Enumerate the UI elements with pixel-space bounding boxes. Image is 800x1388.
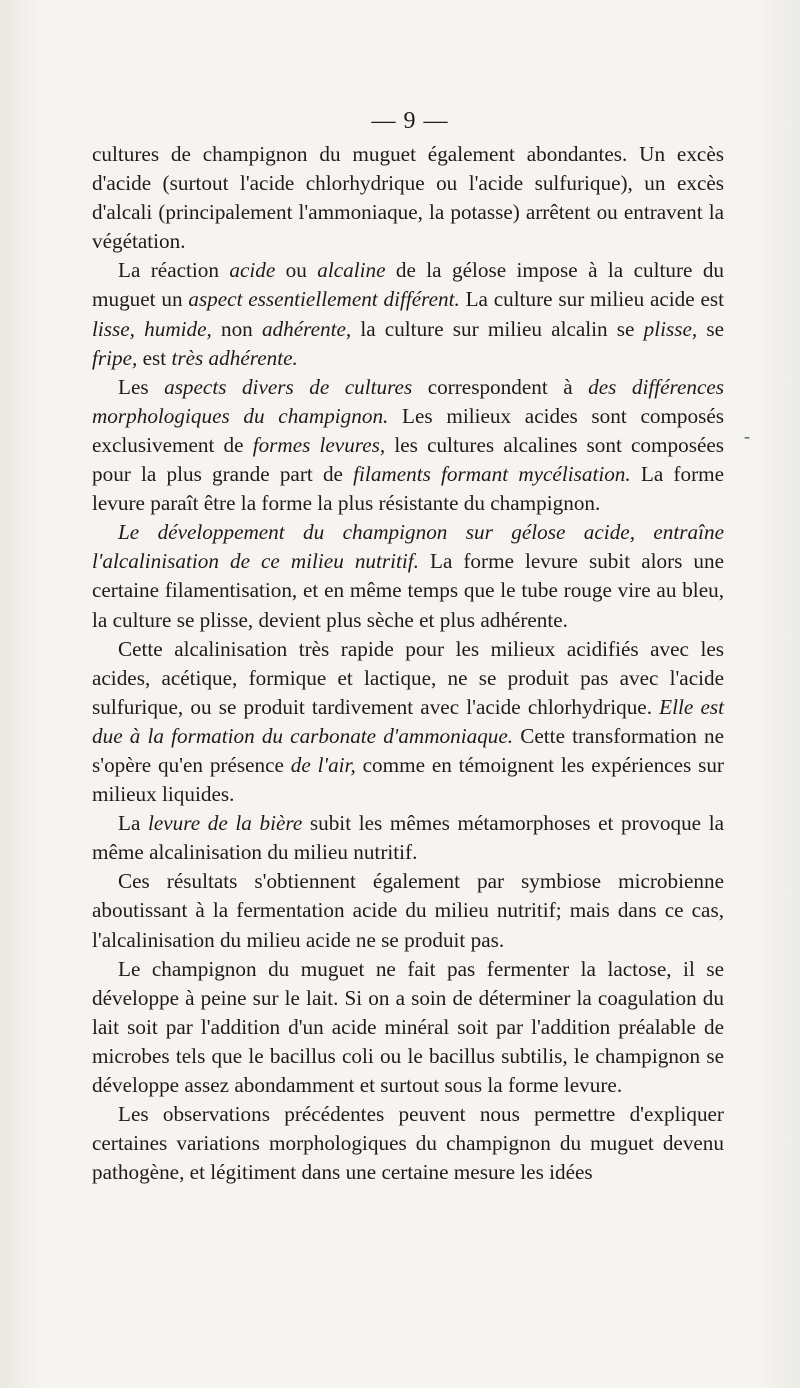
text-run: La réaction <box>118 258 230 283</box>
italic-run: levure de la bière <box>147 811 303 836</box>
text-run: La <box>118 811 148 836</box>
text-run: Le champignon du muguet ne fait pas fermenter la lactose, il se développe à peine sur le lait. Si on a soin de déterminer la coagulation du lait soit par l'addition d'un acide minéral soit par l'addition préalable de microbes tels que le bacillus coli ou le bacillus subtilis, le champignon se développe assez abondamment et surtout sous la forme levure. <box>92 956 724 1097</box>
text-run: de la gélose impose à la culture du muguet un <box>92 258 725 312</box>
body-text <box>92 140 724 1187</box>
paragraph <box>92 867 724 954</box>
text-run: la culture sur milieu alcalin se <box>351 316 644 341</box>
text-run: correspondent à <box>412 374 589 399</box>
italic-run: acide <box>229 258 276 283</box>
text-run: les cultures alcalines sont composées pour la plus grande part de <box>92 432 724 487</box>
paragraph <box>92 1100 724 1187</box>
text-run: La culture sur milieu acide est <box>459 287 725 312</box>
italic-run: Le développement du champignon sur gélose acide, entraîne l'alcalinisation de ce milieu nutritif. <box>92 520 724 574</box>
margin-mark: - <box>744 426 750 446</box>
text-run: La forme levure subit alors une certaine filamentisation, et en même temps que le tube rouge vire au bleu, la culture se plisse, devient plus sèche et plus adhérente. <box>92 549 724 632</box>
italic-run: adhérente, <box>261 316 352 341</box>
paragraph <box>92 635 724 810</box>
text-run: se <box>697 316 725 341</box>
text-run: cultures de champignon du muguet également abondantes. Un excès d'acide (surtout l'acide chlorhydrique ou l'acide sulfurique), un excès d'alcali (principalement l'ammoniaque, la potasse) arrêtent ou entravent la végétation. <box>92 142 724 254</box>
text-run: non <box>211 316 262 341</box>
paragraph <box>92 518 724 634</box>
italic-run: Elle est due à la formation du carbonate d'ammoniaque. <box>92 694 724 748</box>
text-run: Cette alcalinisation très rapide pour les milieux acidifiés avec les acides, acétique, formique et lactique, ne se produit pas avec l'acide sulfurique, ou se produit tardivement avec l'acide chlorhydrique. <box>92 636 724 719</box>
italic-run: très adhérente. <box>171 345 298 370</box>
italic-run: aspect essentiellement différent. <box>188 287 460 312</box>
paragraph <box>92 809 724 867</box>
text-run: comme en témoignent les expériences sur milieux liquides. <box>92 752 724 807</box>
italic-run: des différences morphologiques du champignon. <box>92 374 725 428</box>
italic-run: lisse, humide, <box>92 316 212 341</box>
paragraph <box>92 373 724 518</box>
italic-run: aspects divers de cultures <box>164 374 413 399</box>
text-run: Cette transformation ne s'opère qu'en présence <box>92 723 724 777</box>
paragraph <box>92 140 724 256</box>
text-run: est <box>137 345 172 370</box>
paragraph <box>92 955 724 1100</box>
italic-run: formes levures, <box>252 432 386 457</box>
text-run: ou <box>275 258 318 283</box>
page-number: — 9 — <box>371 108 449 134</box>
paragraph <box>92 256 724 372</box>
italic-run: filaments formant mycélisation. <box>353 462 631 487</box>
text-run: Ces résultats s'obtiennent également par symbiose microbienne aboutissant à la fermentation acide du milieu nutritif; mais dans ce cas, l'alcalinisation du milieu acide ne se produit pas. <box>92 869 724 952</box>
text-run: subit les mêmes métamorphoses et provoque la même alcalinisation du milieu nutritif. <box>92 811 724 865</box>
text-run: Les milieux acides sont composés exclusivement de <box>92 403 725 457</box>
text-run: La forme levure paraît être la forme la plus résistante du champignon. <box>92 462 725 516</box>
italic-run: alcaline <box>317 258 386 283</box>
italic-run: de l'air, <box>290 752 356 777</box>
italic-run: plisse, <box>643 316 698 341</box>
italic-run: fripe, <box>92 345 138 370</box>
text-run: Les <box>118 374 165 399</box>
text-run: Les observations précédentes peuvent nous permettre d'expliquer certaines variations morphologiques du champignon du muguet devenu pathogène, et légitiment dans une certaine mesure les idées <box>92 1102 724 1185</box>
